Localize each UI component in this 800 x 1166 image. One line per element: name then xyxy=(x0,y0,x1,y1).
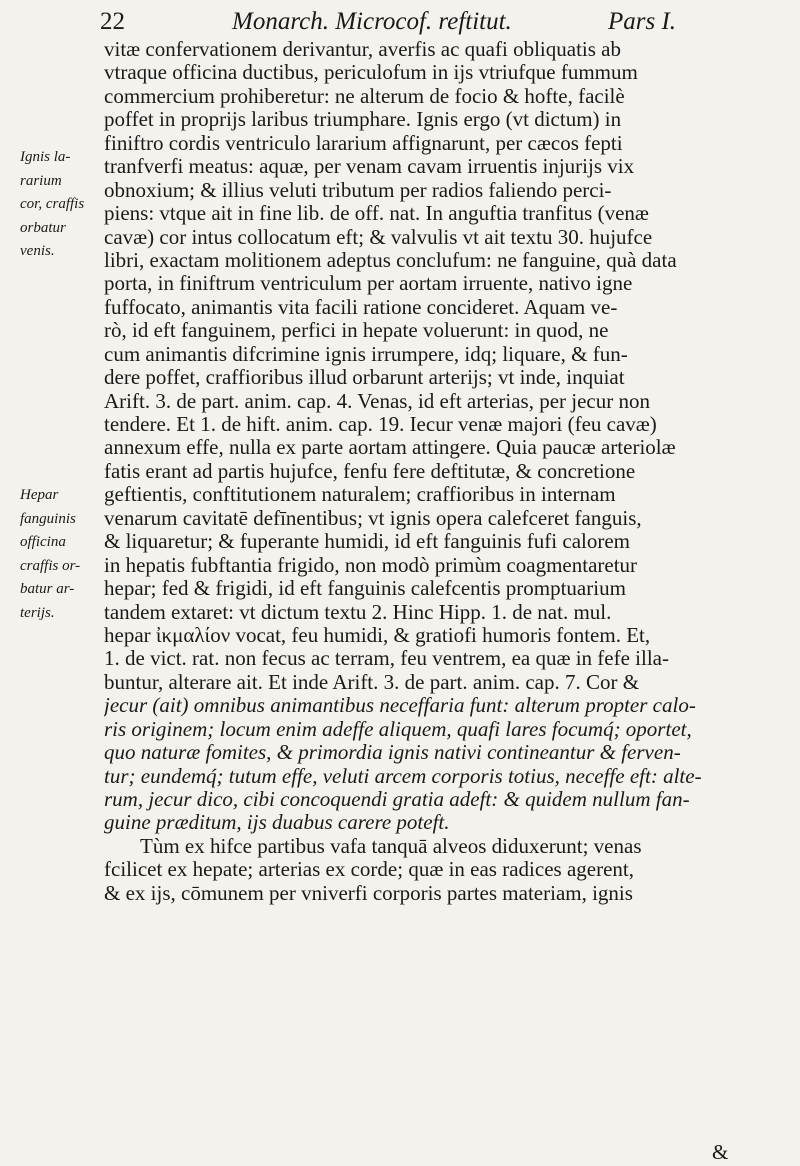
text-line-italic: quo naturæ fomites, & primordia ignis nativi contineantur & ferven- xyxy=(104,741,681,765)
margin-note-line: Ignis la- xyxy=(20,149,71,165)
margin-note-line: craffis or- xyxy=(20,557,81,574)
margin-note-line: rarium xyxy=(20,172,62,189)
margin-note-line: Hepar xyxy=(20,487,59,503)
text-line: & liquaretur; & fuperante humidi, id eft fanguinis fufi calorem xyxy=(104,530,631,554)
text-line: obnoxium; & illius veluti tributum per radios faliendo perci- xyxy=(104,178,612,202)
text-line-italic: rum, jecur dico, cibi concoquendi gratia adeft: & quidem nullum fan- xyxy=(104,788,690,811)
margin-note-line: orbatur xyxy=(20,219,66,236)
catchword: & xyxy=(712,1140,729,1164)
text-line-italic: guine præditum, ijs duabus carere poteft. xyxy=(104,811,450,835)
part-label: Pars I. xyxy=(608,8,677,35)
margin-note-ignis xyxy=(20,146,100,264)
running-title: Monarch. Microcof. reftitut. xyxy=(232,8,512,35)
text-line-paragraph-start: Tùm ex hifce partibus vafa tanquā alveos diduxerunt; venas xyxy=(140,834,642,858)
text-line: commercium prohiberetur: ne alterum de focio & hofte, facilè xyxy=(104,84,625,108)
text-line: hepar; fed & frigidi, id eft fanguinis calefcentis promptuarium xyxy=(104,577,626,601)
text-line: venarum cavitatē defīnentibus; vt ignis opera calefceret fanguis, xyxy=(104,506,642,530)
text-line: buntur, alterare ait. Et inde Arift. 3. de part. anim. cap. 7. Cor & xyxy=(104,670,640,694)
text-line: in hepatis fubftantia frigido, non modò primùm coagmentaretur xyxy=(104,553,638,577)
text-line: vtraque officina ductibus, periculofum in ijs vtriufque fummum xyxy=(104,61,638,85)
text-line: hepar ἰκμαλίον vocat, feu humidi, & gratiofi humoris fontem. Et, xyxy=(104,623,651,647)
text-line: fatis erant ad partis hujufce, fenfu fere deftitutæ, & concretione xyxy=(104,459,636,483)
margin-note-line: fanguinis xyxy=(20,510,76,527)
margin-note-hepar xyxy=(20,484,100,625)
text-line: cum animantis difcrimine ignis irrumpere, idq; liquare, & fun- xyxy=(104,342,628,366)
text-line: cavæ) cor intus collocatum eft; & valvulis vt ait textu 30. hujufce xyxy=(104,225,653,249)
margin-note-line: venis. xyxy=(20,243,55,259)
text-line: annexum effe, nulla ex parte aortam attingere. Quia paucæ arteriolæ xyxy=(104,436,676,460)
margin-note-line: cor, craffis xyxy=(20,196,85,212)
page-number: 22 xyxy=(100,8,125,35)
text-line: rò, id eft fanguinem, perfici in hepate voluerunt: in quod, ne xyxy=(104,319,609,343)
body-text xyxy=(104,38,744,905)
text-line-italic: tur; eundemq́; tutum effe, veluti arcem corporis totius, neceffe eft: alte- xyxy=(104,764,702,788)
margin-note-line: officina xyxy=(20,534,66,550)
running-header xyxy=(100,2,750,42)
text-line: 1. de vict. rat. non fecus ac terram, feu ventrem, ea quæ in fefe illa- xyxy=(104,647,670,671)
text-line: porta, in finiftrum ventriculum per aortam irruente, nativo igne xyxy=(104,272,633,296)
text-line: piens: vtque ait in fine lib. de off. nat. In anguftia tranfitus (venæ xyxy=(104,202,649,226)
text-line: tendere. Et 1. de hift. anim. cap. 19. Iecur venæ majori (feu cavæ) xyxy=(104,413,657,436)
text-line: & ex ijs, cōmunem per vniverfi corporis partes materiam, ignis xyxy=(104,881,633,905)
text-line-italic: jecur (ait) omnibus animantibus neceffaria funt: alterum propter calo- xyxy=(104,694,696,718)
text-line-italic: ris originem; locum enim adeffe aliquem, quafi lares focumq́; oportet, xyxy=(104,717,692,741)
text-line: vitæ confervationem derivantur, averfis ac quafi obliquatis ab xyxy=(104,38,621,61)
text-line: dere poffet, craffioribus illud orbarunt arterijs; vt inde, inquiat xyxy=(104,366,625,390)
text-line: geftientis, conftitutionem naturalem; craffioribus in internam xyxy=(104,483,616,507)
text-line: tranfverfi meatus: aquæ, per venam cavam irruentis injurijs vix xyxy=(104,155,635,179)
text-line: finiftro cordis ventriculo lararium affignarunt, per cæcos fepti xyxy=(104,131,623,155)
text-line: poffet in proprijs laribus triumphare. Ignis ergo (vt dictum) in xyxy=(104,108,622,132)
text-line: Arift. 3. de part. anim. cap. 4. Venas, id eft arterias, per jecur non xyxy=(104,389,650,413)
margin-note-line: terijs. xyxy=(20,604,55,621)
margin-note-line: batur ar- xyxy=(20,581,75,597)
text-line: tandem extaret: vt dictum textu 2. Hinc Hipp. 1. de nat. mul. xyxy=(104,600,612,624)
text-line: libri, exactam molitionem adeptus conclufum: ne fanguine, quà data xyxy=(104,248,677,272)
text-line: fcilicet ex hepate; arterias ex corde; quæ in eas radices agerent, xyxy=(104,858,634,882)
text-line: fuffocato, animantis vita facili ratione concideret. Aquam ve- xyxy=(104,295,618,319)
